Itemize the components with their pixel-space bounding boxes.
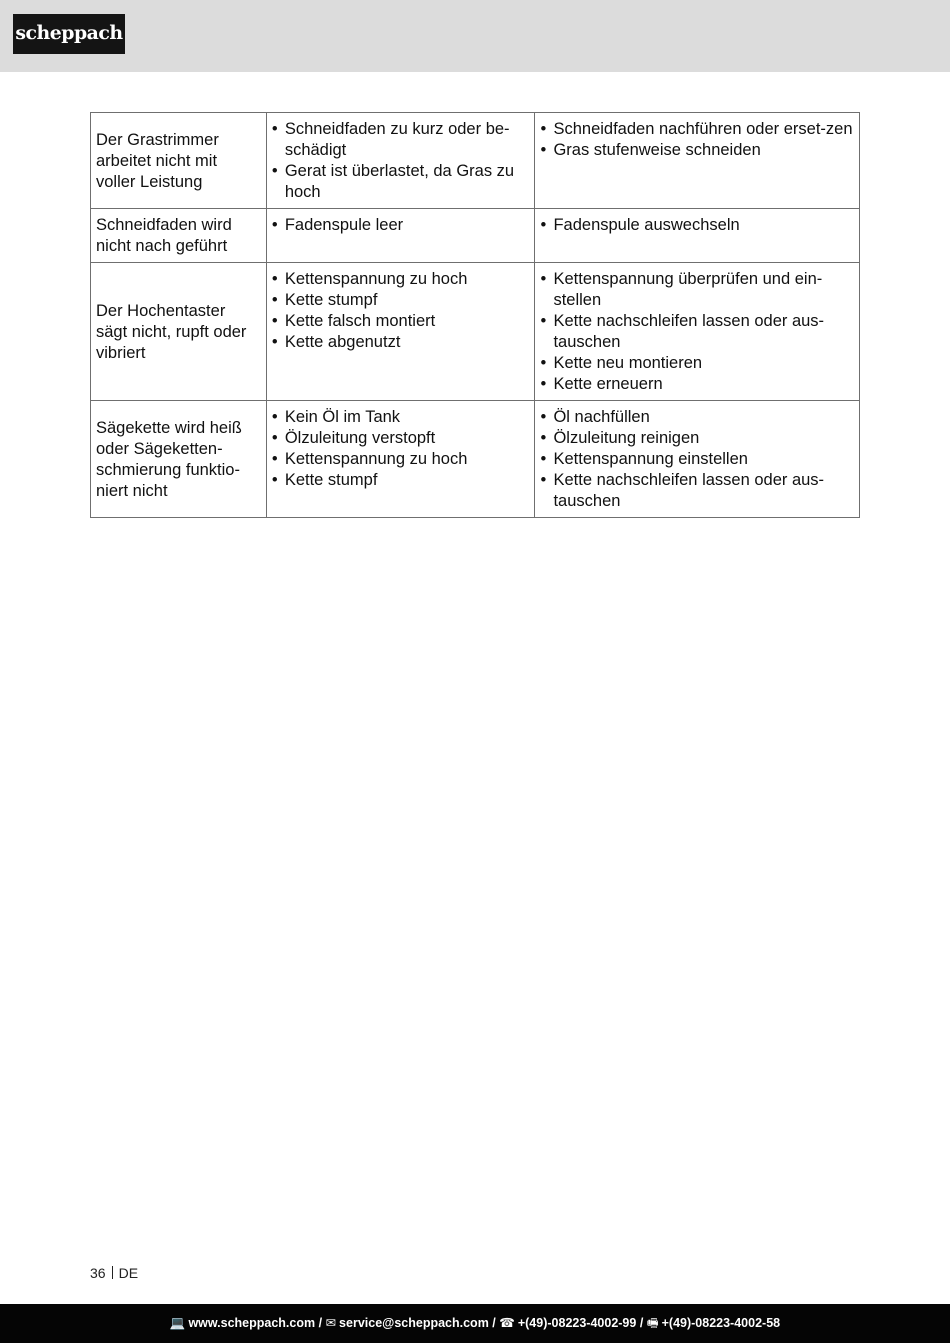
cause-item: • Ölzuleitung verstopft [272, 428, 530, 449]
remedy-cell [535, 263, 860, 401]
page-number-value: 36 [90, 1265, 106, 1281]
cause-item: • Kein Öl im Tank [272, 407, 530, 428]
remedy-list [540, 119, 854, 161]
problem-cell: Sägekette wird heiß oder Sägeketten-schmierung funktio-niert nicht [91, 401, 267, 518]
troubleshooting-table [90, 112, 860, 518]
cause-cell [266, 209, 535, 263]
remedy-item: • Kette erneuern [540, 374, 854, 395]
remedy-item: • Kettenspannung einstellen [540, 449, 854, 470]
remedy-cell [535, 113, 860, 209]
envelope-icon: ✉ [325, 1316, 337, 1330]
fax-icon: 🖷 [646, 1316, 659, 1330]
footer-website[interactable]: www.scheppach.com [188, 1316, 316, 1330]
footer-separator: / [639, 1316, 644, 1330]
cause-item: • Kettenspannung zu hoch [272, 449, 530, 470]
problem-cell: Der Hochentaster sägt nicht, rupft oder vibriert [91, 263, 267, 401]
remedy-list [540, 407, 854, 512]
telephone-icon: ☎ [499, 1316, 515, 1330]
cause-item: • Kette stumpf [272, 470, 530, 491]
page-number-divider [112, 1266, 113, 1279]
header-band [0, 0, 950, 72]
problem-cell: Schneidfaden wird nicht nach geführt [91, 209, 267, 263]
cause-item: • Gerat ist überlastet, da Gras zu hoch [272, 161, 530, 203]
remedy-item: • Kette neu montieren [540, 353, 854, 374]
remedy-item: • Schneidfaden nachführen oder erset-zen [540, 119, 854, 140]
remedy-cell [535, 401, 860, 518]
remedy-item: • Fadenspule auswechseln [540, 215, 854, 236]
cause-list [272, 407, 530, 491]
cause-cell [266, 263, 535, 401]
remedy-item: • Ölzuleitung reinigen [540, 428, 854, 449]
language-code: DE [118, 1265, 139, 1281]
cause-item: • Kette falsch montiert [272, 311, 530, 332]
cause-list [272, 119, 530, 203]
footer-bar [0, 1304, 950, 1343]
footer-phone: +(49)-08223-4002-99 [517, 1316, 637, 1330]
remedy-cell [535, 209, 860, 263]
remedy-item: • Kettenspannung überprüfen und ein-stellen [540, 269, 854, 311]
footer-separator: / [318, 1316, 323, 1330]
footer-separator: / [492, 1316, 496, 1330]
cause-cell [266, 401, 535, 518]
cause-cell [266, 113, 535, 209]
brand-logo: scheppach [13, 14, 125, 54]
page-number [90, 1265, 138, 1281]
cause-item: • Kette abgenutzt [272, 332, 530, 353]
table-row [91, 209, 860, 263]
remedy-item: • Kette nachschleifen lassen oder aus-tauschen [540, 470, 854, 512]
remedy-item: • Gras stufenweise schneiden [540, 140, 854, 161]
remedy-list [540, 269, 854, 395]
cause-item: • Kette stumpf [272, 290, 530, 311]
cause-list [272, 269, 530, 353]
remedy-item: • Öl nachfüllen [540, 407, 854, 428]
cause-item: • Fadenspule leer [272, 215, 530, 236]
problem-cell: Der Grastrimmer arbeitet nicht mit voller Leistung [91, 113, 267, 209]
table-row [91, 113, 860, 209]
table-body [91, 113, 860, 518]
footer-fax: +(49)-08223-4002-58 [661, 1316, 781, 1330]
cause-item: • Kettenspannung zu hoch [272, 269, 530, 290]
table-row [91, 401, 860, 518]
cause-item: • Schneidfaden zu kurz oder be-schädigt [272, 119, 530, 161]
remedy-list [540, 215, 854, 236]
laptop-icon: 💻 [169, 1316, 186, 1330]
remedy-item: • Kette nachschleifen lassen oder aus-tauschen [540, 311, 854, 353]
footer-email[interactable]: service@scheppach.com [339, 1316, 489, 1330]
cause-list [272, 215, 530, 236]
table-row [91, 263, 860, 401]
